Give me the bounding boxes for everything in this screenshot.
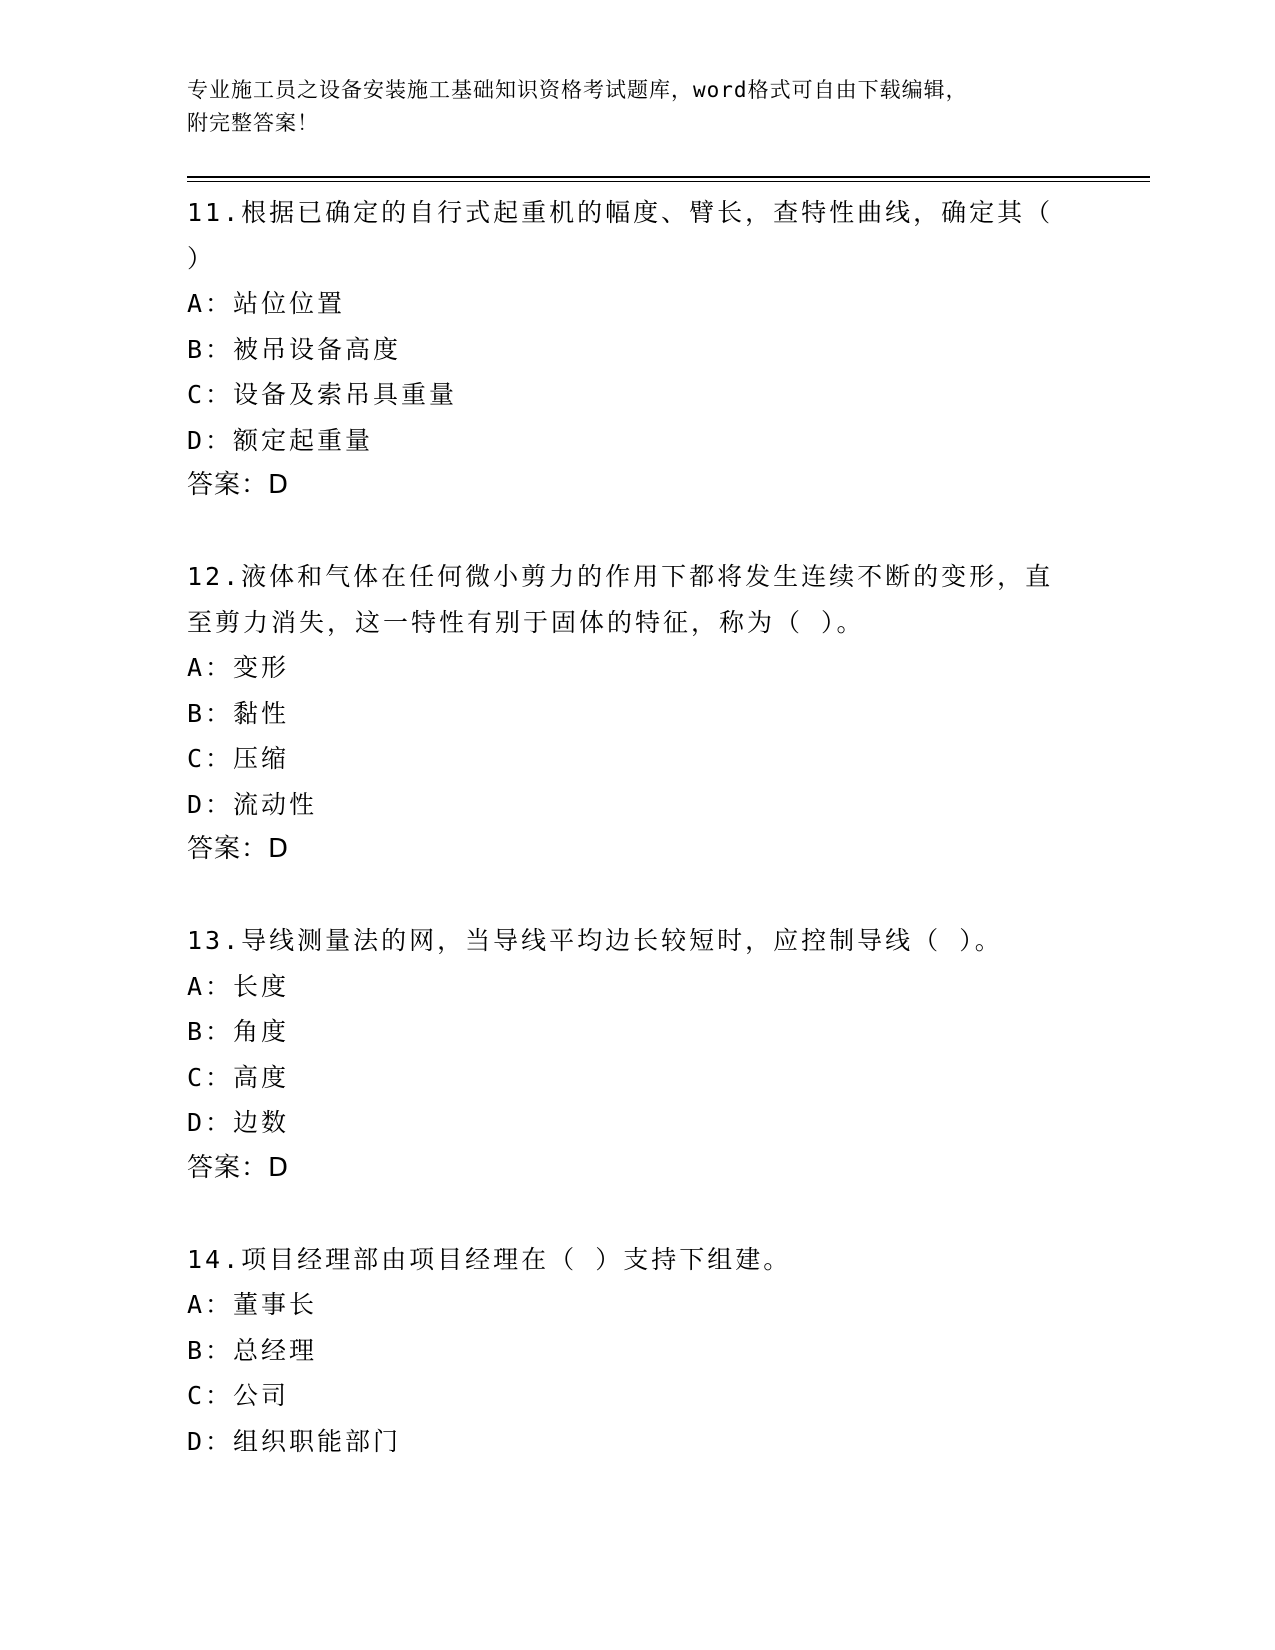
option-b: B：被吊设备高度 bbox=[187, 334, 402, 364]
question-14 bbox=[187, 1237, 1067, 1465]
option-a: A：董事长 bbox=[187, 1290, 318, 1319]
option-c: C：设备及索吊具重量 bbox=[187, 380, 458, 409]
option-b: B：角度 bbox=[187, 1017, 290, 1046]
header-line-2: 附完整答案！ bbox=[187, 111, 319, 135]
option-a: A：站位位置 bbox=[187, 289, 346, 318]
question-11 bbox=[187, 190, 1067, 508]
question-12 bbox=[187, 554, 1067, 872]
option-d: D：流动性 bbox=[187, 789, 318, 819]
question-text: 11.根据已确定的自行式起重机的幅度、臂长，查特性曲线，确定其（ ） bbox=[187, 198, 1054, 273]
answer: 答案：D bbox=[187, 470, 290, 500]
option-d: D：额定起重量 bbox=[187, 425, 374, 455]
option-c: C：高度 bbox=[187, 1062, 290, 1092]
option-a: A：变形 bbox=[187, 653, 290, 682]
document-header bbox=[187, 74, 1087, 140]
option-b: B：黏性 bbox=[187, 698, 290, 728]
option-c: C：压缩 bbox=[187, 744, 290, 773]
answer: 答案：D bbox=[187, 834, 290, 864]
option-a: A：长度 bbox=[187, 971, 290, 1001]
option-b: B：总经理 bbox=[187, 1335, 318, 1365]
question-list bbox=[187, 190, 1067, 1510]
answer: 答案：D bbox=[187, 1152, 290, 1183]
question-text: 14.项目经理部由项目经理在（ ）支持下组建。 bbox=[187, 1244, 792, 1274]
option-d: D：组织职能部门 bbox=[187, 1426, 402, 1456]
question-13 bbox=[187, 918, 1067, 1191]
header-line-1: 专业施工员之设备安装施工基础知识资格考试题库，word格式可自由下载编辑， bbox=[187, 78, 968, 102]
question-text: 13.导线测量法的网，当导线平均边长较短时，应控制导线（ ）。 bbox=[187, 926, 1003, 955]
option-c: C：公司 bbox=[187, 1381, 290, 1410]
option-d: D：边数 bbox=[187, 1108, 290, 1137]
question-text: 12.液体和气体在任何微小剪力的作用下都将发生连续不断的变形，直至剪力消失，这一特性有别于固体的特征，称为（ ）。 bbox=[187, 562, 1054, 637]
header-divider-thin bbox=[187, 181, 1150, 182]
header-divider-thick bbox=[187, 176, 1150, 178]
